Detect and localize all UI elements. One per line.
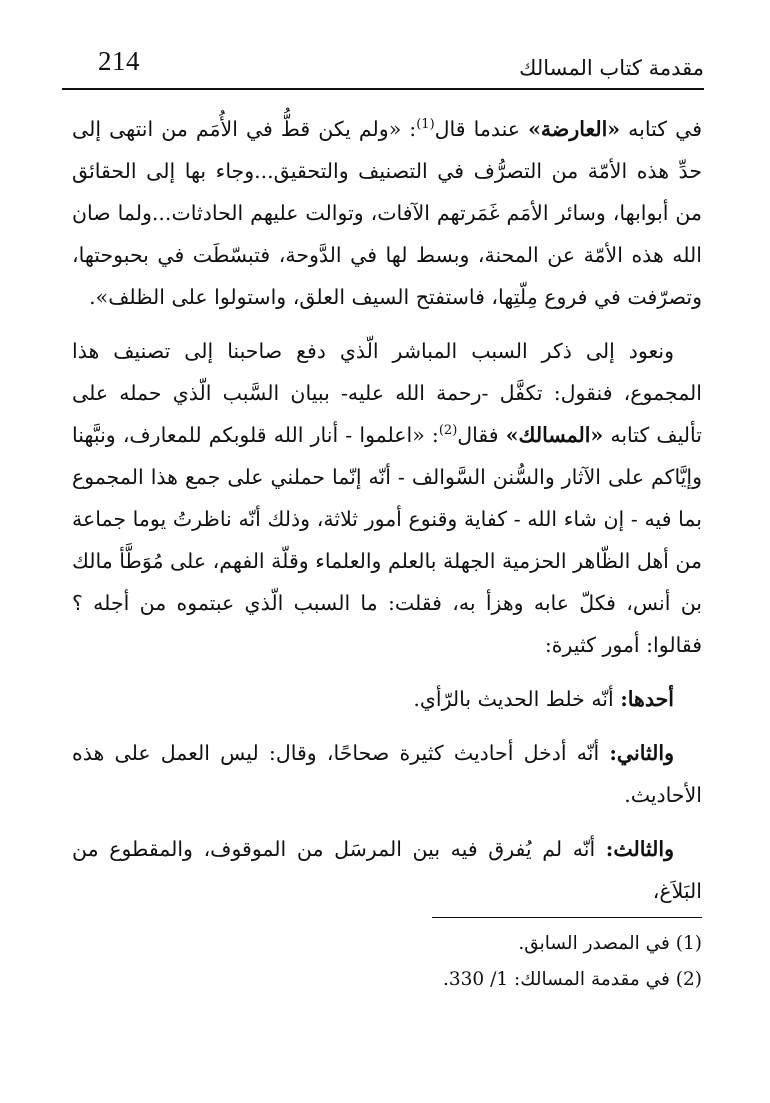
- footnote-divider: [432, 917, 702, 918]
- paragraph-3: [72, 678, 702, 720]
- point-first-label: أحدها:: [620, 687, 674, 711]
- footnotes: [72, 926, 702, 998]
- point-second-label: والثاني:: [609, 741, 674, 765]
- paragraph-2-quote: : «اعلموا - أنار الله قلوبكم للمعارف، ونبَّهنا وإيَّاكم على الآثار والسُّنن السَّوالف - أنّه إنّما حملني على جمع هذا المجموع بما فيه - إن شاء الله - كفاية وقنوع أمور ثلاثة، وذلك أنّه ناظرتُ يوما جماعة من أهل الظّاهر الحزمية الجهلة بالعلم والعلماء وقلّة الفهم، على مُوَطَّأ مالك بن أنس، فكلّ عابه وهزأ به، فقلت: ما السبب الّذي عبتموه من أجله ؟ فقالوا: أمور كثيرة:: [72, 423, 702, 657]
- point-first-text: أنّه خلط الحديث بالرّأي.: [413, 687, 621, 711]
- paragraph-5: [72, 828, 702, 912]
- paragraph-2-text-a: ونعود إلى ذكر السبب المباشر الّذي دفع صاحبنا إلى تصنيف هذا المجموع، فنقول: تكفَّل -رحمة الله عليه- ببيان السَّبب الّذي حمله على تأليف كتابه: [72, 339, 703, 447]
- footnote-1: (1) في المصدر السابق.: [518, 933, 702, 954]
- paragraph-2-text-b: فقال: [457, 423, 506, 447]
- point-third-text: أنّه لم يُفرق فيه بين المرسَل من الموقوف، والمقطوع من البَلاَغ،: [72, 837, 702, 903]
- footnote-ref-2: (2): [438, 423, 458, 439]
- page-number: 214: [98, 46, 140, 76]
- book-title-aridah: «العارضة»: [528, 117, 621, 141]
- point-second-text: أنّه أدخل أحاديث كثيرة صحاحًا، وقال: ليس العمل على هذه الأحاديث.: [72, 741, 702, 807]
- paragraph-1-text-b: عندما قال: [434, 117, 529, 141]
- main-text: [72, 108, 702, 912]
- paragraph-4: [72, 732, 702, 816]
- paragraph-1: [72, 108, 702, 318]
- book-title-masalik: «المسالك»: [505, 423, 604, 447]
- point-third-label: والثالث:: [605, 837, 674, 861]
- running-title: مقدمة كتاب المسالك: [519, 56, 704, 80]
- page-header: [62, 40, 704, 90]
- paragraph-1-quote: : «ولم يكن قطُّ في الأُمَم من انتهى إلى حدِّ هذه الأمّة من التصرُّف في التصنيف والتحقيق...وجاء بها إلى الحقائق من أبوابها، وسائر الأمَم غَمَرتهم الآفات، وتوالت عليهم الحادثات...ولما صان الله هذه الأمّة عن المحنة، وبسط لها في الدَّوحة، فتبسّطَت في بحبوحتها، وتصرّفت في فروع مِلّتِها، فاستفتح السيف العلق، واستولوا على الظلف».: [72, 117, 702, 309]
- footnote-2: (2) في مقدمة المسالك: 1/ 330.: [443, 969, 702, 990]
- paragraph-2: [72, 330, 702, 666]
- paragraph-1-text-a: في كتابه: [620, 117, 702, 141]
- footnote-ref-1: (1): [416, 117, 435, 133]
